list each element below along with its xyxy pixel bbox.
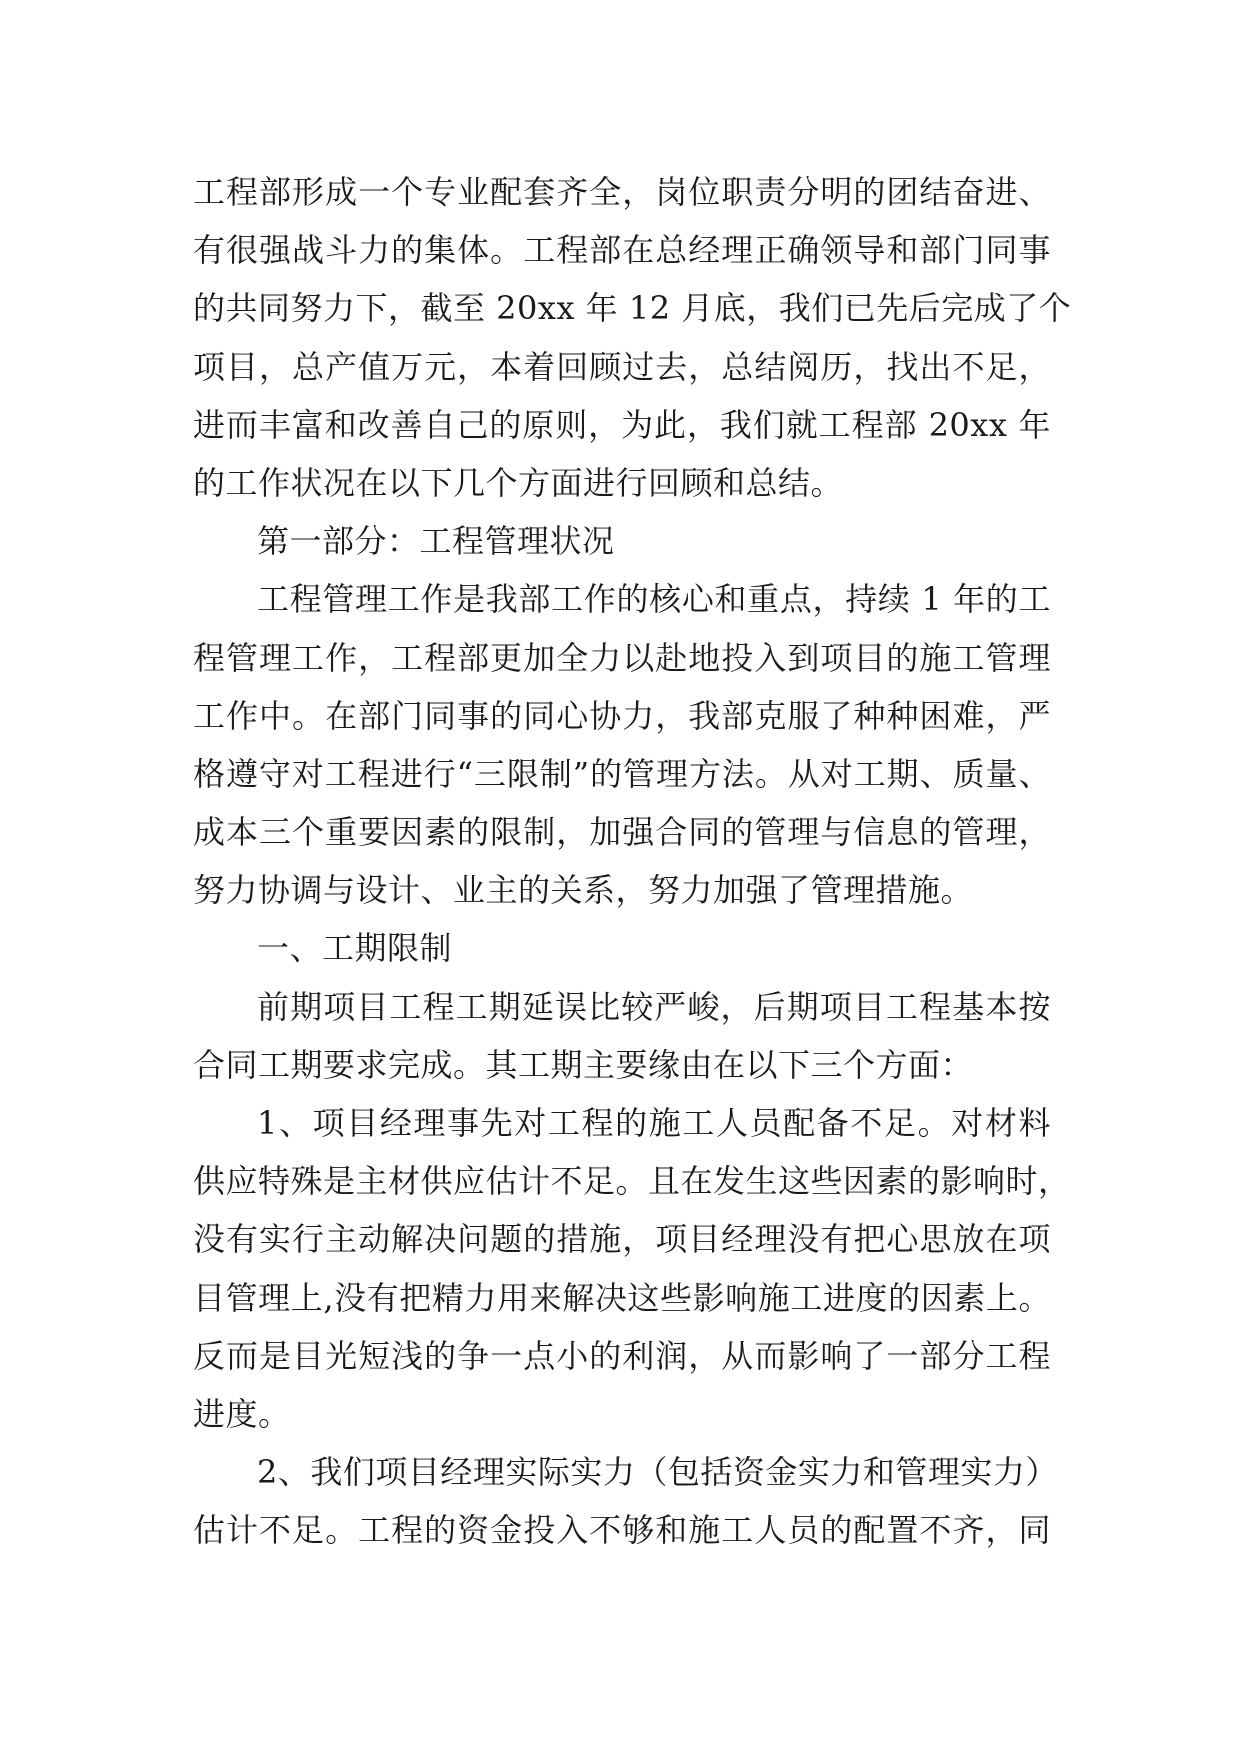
section-heading: 第一部分：工程管理状况 [257, 522, 615, 561]
text-line: 项目，总产值万元，本着回顾过去，总结阅历，找出不足， [193, 347, 1051, 386]
text-line: 前期项目工程工期延误比较严峻，后期项目工程基本按 [257, 987, 1051, 1026]
text-line: 合同工期要求完成。其工期主要缘由在以下三个方面： [193, 1045, 974, 1084]
text-line: 2、我们项目经理实际实力（包括资金实力和管理实力） [257, 1453, 1058, 1492]
text-line: 进度。 [193, 1394, 291, 1433]
text-line: 目管理上,没有把精力用来解决这些影响施工进度的因素上。 [193, 1278, 1051, 1317]
text-line: 的工作状况在以下几个方面进行回顾和总结。 [193, 463, 844, 502]
text-line: 成本三个重要因素的限制，加强合同的管理与信息的管理， [193, 813, 1051, 852]
text-line: 格遵守对工程进行“三限制”的管理方法。从对工期、质量、 [193, 754, 1051, 793]
text-line: 工程部形成一个专业配套齐全，岗位职责分明的团结奋进、 [193, 173, 1051, 211]
body-text [193, 163, 1072, 1560]
text-line: 供应特殊是主材供应估计不足。且在发生这些因素的影响时， [193, 1162, 1071, 1201]
text-line: 1、项目经理事先对工程的施工人员配备不足。对材料 [257, 1104, 1051, 1142]
text-line: 没有实行主动解决问题的措施，项目经理没有把心思放在项 [193, 1220, 1051, 1259]
text-line: 反而是目光短浅的争一点小的利润，从而影响了一部分工程 [193, 1336, 1051, 1375]
text-line: 程管理工作，工程部更加全力以赴地投入到项目的施工管理 [193, 638, 1051, 677]
text-line: 有很强战斗力的集体。工程部在总经理正确领导和部门同事 [193, 231, 1051, 270]
text-line: 进而丰富和改善自己的原则，为此，我们就工程部 20xx 年 [193, 405, 1051, 444]
text-line: 估计不足。工程的资金投入不够和施工人员的配置不齐，同 [193, 1511, 1051, 1550]
subsection-heading: 一、工期限制 [257, 929, 453, 968]
text-line: 工程管理工作是我部工作的核心和重点，持续 1 年的工 [257, 580, 1051, 619]
text-line: 努力协调与设计、业主的关系，努力加强了管理措施。 [193, 871, 974, 910]
text-line: 工作中。在部门同事的同心协力，我部克服了种种困难，严 [193, 696, 1051, 735]
text-line: 的共同努力下，截至 20xx 年 12 月底，我们已先后完成了个 [193, 289, 1072, 328]
